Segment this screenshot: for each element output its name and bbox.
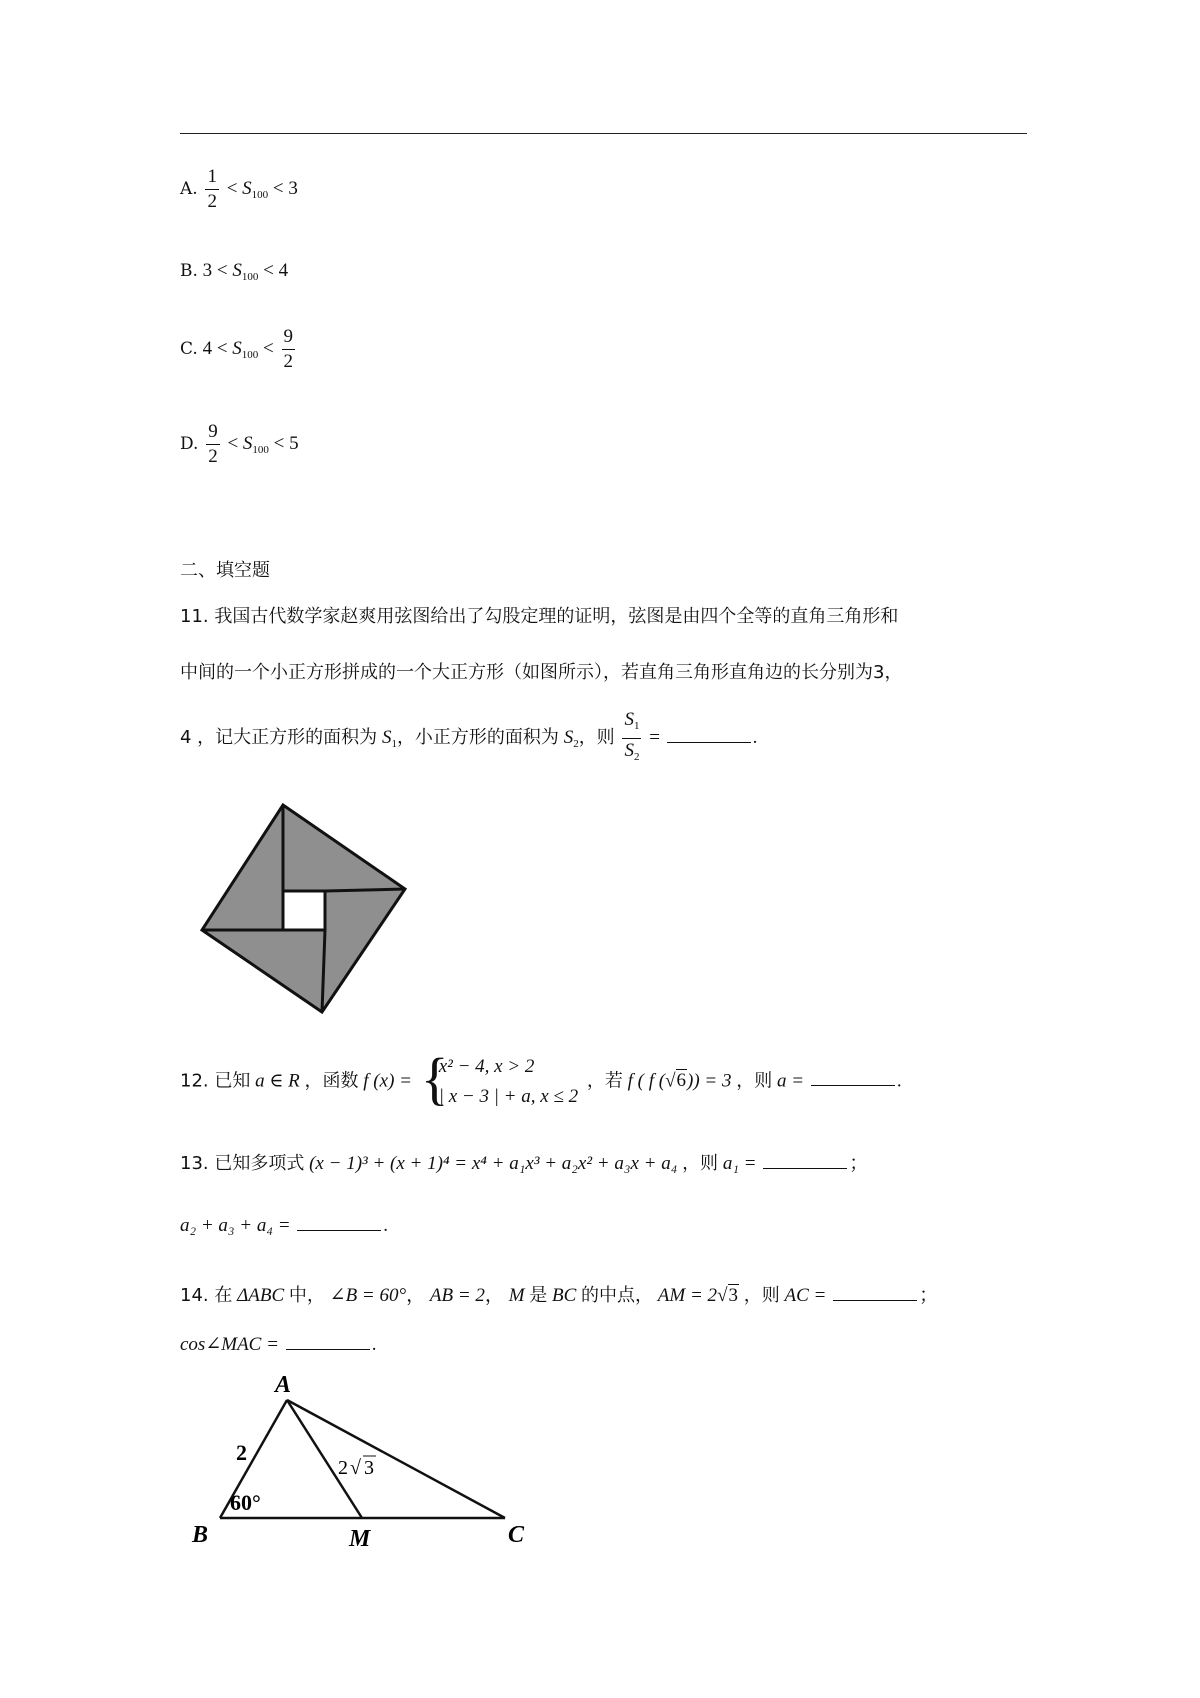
header-rule: [180, 133, 1027, 134]
q13-answer-blank-1[interactable]: [763, 1152, 847, 1169]
q13-answer-blank-2[interactable]: [297, 1214, 381, 1231]
option-c[interactable]: C. $4 < S_{100}$ < $\frac{9}{2}$: [180, 326, 293, 372]
q11-answer-blank[interactable]: [667, 726, 751, 743]
option-b[interactable]: B. $3 < S_{100} < 4$: [180, 260, 289, 283]
q14-line1: 14. 在 ΔABC 中， ∠B = 60°， AB = 2， M 是 BC 的中点， AM = 2√3 ，则 AC = ；: [180, 1285, 939, 1306]
label-c: C: [508, 1522, 525, 1548]
label-a: A: [275, 1372, 292, 1398]
label-median-radicand: 3: [364, 1457, 374, 1479]
small-square: [283, 891, 325, 930]
q11-line3: 4 ，记大正方形的面积为 $S_1$，小正方形的面积为 $S_2$，则 $\frac{S_1}{S_2}$ = .: [180, 709, 758, 763]
q13-line1: 13. 已知多项式 (x − 1)³ + (x + 1)⁴ = x⁴ + a₁x³ + a₂x² + a₃x + a₄ ，则 a₁ = ；: [180, 1153, 869, 1174]
option-d[interactable]: D. $\frac{9}{2}$ < $S_{100} < 5$: [180, 421, 299, 467]
q14-answer-blank-2[interactable]: [286, 1333, 370, 1350]
triangle-diagram: [180, 1370, 540, 1560]
side-ac: [287, 1400, 505, 1518]
q14-line2: cos∠MAC = .: [180, 1334, 377, 1355]
q11-line2: 中间的一个小正方形拼成的一个大正方形（如图所示），若直角三角形直角边的长分别为3，: [180, 662, 903, 683]
label-m: M: [349, 1526, 371, 1552]
q14-answer-blank-1[interactable]: [833, 1284, 917, 1301]
q11-line1: 11. 我国古代数学家赵爽用弦图给出了勾股定理的证明，弦图是由四个全等的直角三角形和: [180, 606, 899, 627]
piecewise-function: { x² − 4, x > 2 | x − 3 | + a, x ≤ 2: [420, 1046, 579, 1111]
label-b: B: [192, 1522, 209, 1548]
q13-line2: a₂ + a₃ + a₄ = .: [180, 1215, 389, 1236]
option-a[interactable]: A. $\frac{1}{2}$ < $S_{100} < 3$: [180, 166, 298, 212]
label-side-ab: 2: [236, 1440, 247, 1465]
q12-line: 12. 已知 a ∈ R ，函数 f (x) = { x² − 4, x > 2 | x − 3 | + a, x ≤ 2 ，若 f ( f (√6)) = 3 ，则 a = .: [180, 1046, 902, 1111]
zhao-shuang-diagram: [200, 800, 415, 1015]
label-median-radical: √: [350, 1457, 361, 1479]
q12-answer-blank[interactable]: [811, 1069, 895, 1086]
label-angle-b: 60°: [230, 1490, 261, 1515]
label-median-coef: 2: [338, 1457, 348, 1479]
section-title: 二、填空题: [180, 560, 270, 581]
